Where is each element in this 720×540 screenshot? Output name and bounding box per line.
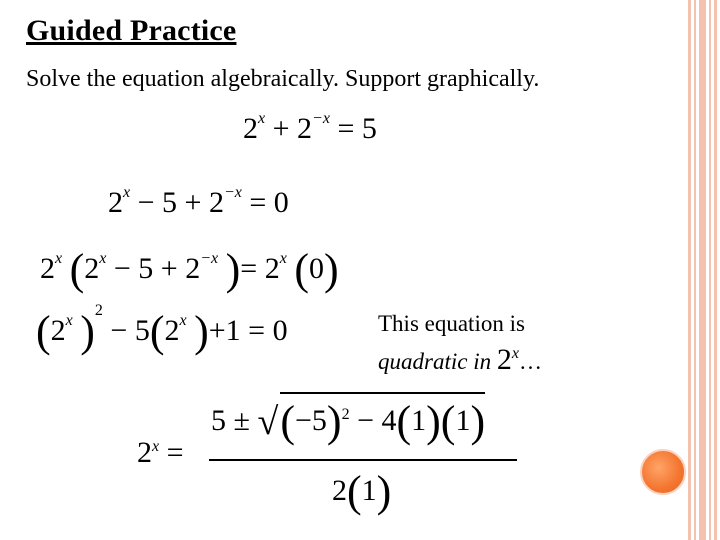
equation-1: $2^x + 2^{-x} = 5$: [243, 110, 377, 145]
equation-3: 2$^x$ ($2^x - 5 + 2^{-x}$ )= $2^x$ (0): [40, 245, 339, 294]
slide-subtitle: Solve the equation algebraically. Support graphically.: [26, 66, 540, 92]
equation-2: $2^x - 5 + 2^{-x} = 0$: [108, 184, 289, 219]
right-border-decoration: [684, 0, 720, 540]
slide-title: Guided Practice: [26, 14, 237, 47]
quadratic-note: [378, 309, 542, 377]
orb-decoration: [640, 449, 686, 495]
note-ellipsis: …: [518, 349, 542, 374]
note-math: 2$^x$: [496, 343, 519, 376]
note-line-1: This equation is: [378, 311, 525, 336]
note-line-2: quadratic in: [378, 349, 492, 374]
equation-5: $2^x$ = $5 \pm √(-5)^2 - 4(1)(1)$ 2(1): [137, 384, 527, 514]
equation-4: (2$^x$ )$^2 - 5(2^x$ )+1 = 0: [36, 302, 288, 356]
